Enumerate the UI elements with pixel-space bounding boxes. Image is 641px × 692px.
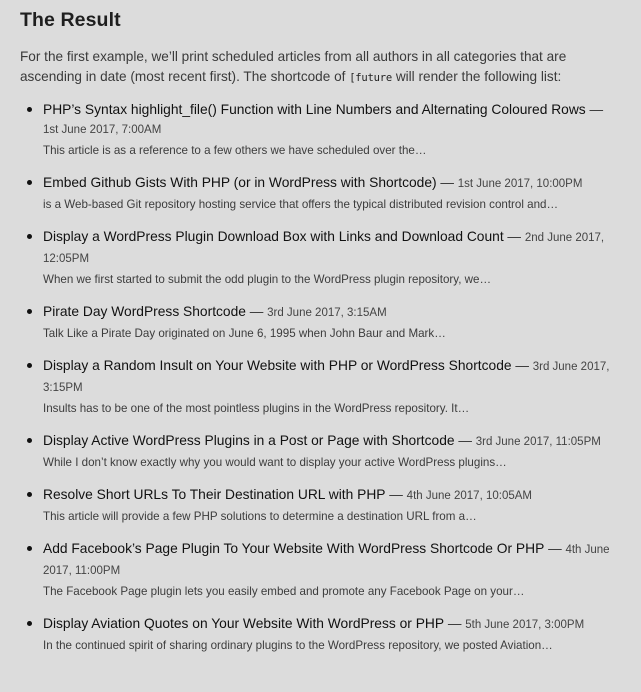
post-date: 4th June 2017, 10:05AM bbox=[406, 490, 532, 502]
post-excerpt: is a Web-based Git repository hosting service that offers the typical distributed revision control and… bbox=[43, 198, 559, 211]
title-date-separator: — bbox=[436, 175, 458, 190]
bullet-icon bbox=[27, 621, 32, 626]
post-date: 1st June 2017, 7:00AM bbox=[43, 124, 162, 136]
post-date: 3rd June 2017, 3:15PM bbox=[43, 361, 610, 394]
bullet-icon bbox=[27, 492, 32, 497]
post-title-link[interactable]: Display Active WordPress Plugins in a Post or Page with Shortcode bbox=[43, 433, 455, 448]
post-heading bbox=[43, 614, 621, 635]
post-title-link[interactable]: Display Aviation Quotes on Your Website With WordPress or PHP bbox=[43, 616, 445, 631]
title-date-separator: — bbox=[245, 304, 268, 319]
post-excerpt: In the continued spirit of sharing ordinary plugins to the WordPress repository, we posted Aviation… bbox=[43, 639, 553, 652]
post-excerpt: While I don’t know exactly why you would want to display your active WordPress plugins… bbox=[43, 456, 507, 469]
post-excerpt: This article will provide a few PHP solutions to determine a destination URL from a… bbox=[43, 510, 477, 523]
post-date: 3rd June 2017, 3:15AM bbox=[267, 307, 387, 319]
post-heading bbox=[43, 227, 621, 269]
post-heading bbox=[43, 431, 621, 452]
bullet-icon bbox=[27, 107, 32, 112]
bullet-icon bbox=[27, 546, 32, 551]
post-heading bbox=[43, 485, 621, 506]
post-date: 5th June 2017, 3:00PM bbox=[465, 619, 585, 631]
post-title-link[interactable]: Add Facebook’s Page Plugin To Your Website With WordPress Shortcode Or PHP bbox=[43, 541, 545, 556]
post-date: 2nd June 2017, 12:05PM bbox=[43, 232, 605, 265]
intro-text: For the first example, we’ll print scheduled articles from all authors in all categories that are ascending in date (most recent first). The shortcode of bbox=[20, 49, 567, 84]
post-heading bbox=[43, 100, 621, 140]
title-date-separator: — bbox=[385, 487, 407, 502]
post-title-link[interactable]: Pirate Day WordPress Shortcode bbox=[43, 304, 246, 319]
post-heading bbox=[43, 539, 621, 581]
bullet-icon bbox=[27, 363, 32, 368]
post-excerpt: Talk Like a Pirate Day originated on June 6, 1995 when John Baur and Mark… bbox=[43, 327, 446, 340]
post-date: 4th June 2017, 11:00PM bbox=[43, 544, 610, 577]
title-date-separator: — bbox=[444, 616, 466, 631]
post-excerpt: Insults has to be one of the most pointless plugins in the WordPress repository. It… bbox=[43, 402, 470, 415]
post-heading bbox=[43, 356, 621, 398]
post-excerpt: When we first started to submit the odd plugin to the WordPress plugin repository, we… bbox=[43, 273, 492, 286]
list-item bbox=[20, 485, 621, 525]
post-heading bbox=[43, 302, 621, 323]
post-date: 3rd June 2017, 11:05PM bbox=[475, 436, 601, 448]
bullet-icon bbox=[27, 234, 32, 239]
bullet-icon bbox=[27, 438, 32, 443]
post-heading bbox=[43, 173, 621, 194]
title-date-separator: — bbox=[544, 541, 566, 556]
list-item bbox=[20, 539, 621, 600]
title-date-separator: — bbox=[454, 433, 476, 448]
post-title-link[interactable]: Display a Random Insult on Your Website with PHP or WordPress Shortcode bbox=[43, 358, 512, 373]
list-item bbox=[20, 100, 621, 159]
post-excerpt: The Facebook Page plugin lets you easily embed and promote any Facebook Page on your… bbox=[43, 585, 525, 598]
post-title-link[interactable]: PHP’s Syntax highlight_file() Function with Line Numbers and Alternating Coloured Rows bbox=[43, 102, 586, 117]
scheduled-posts-list bbox=[20, 100, 621, 654]
list-item bbox=[20, 173, 621, 213]
list-item bbox=[20, 431, 621, 471]
list-item bbox=[20, 356, 621, 417]
list-item bbox=[20, 227, 621, 288]
title-date-separator: — bbox=[585, 102, 604, 117]
bullet-icon bbox=[27, 309, 32, 314]
post-title-link[interactable]: Resolve Short URLs To Their Destination URL with PHP bbox=[43, 487, 386, 502]
post-title-link[interactable]: Display a WordPress Plugin Download Box with Links and Download Count bbox=[43, 229, 504, 244]
post-title-link[interactable]: Embed Github Gists With PHP (or in WordPress with Shortcode) bbox=[43, 175, 437, 190]
section-title: The Result bbox=[20, 9, 121, 31]
title-date-separator: — bbox=[511, 358, 533, 373]
bullet-icon bbox=[27, 180, 32, 185]
post-date: 1st June 2017, 10:00PM bbox=[457, 178, 583, 190]
list-item bbox=[20, 302, 621, 342]
title-date-separator: — bbox=[503, 229, 525, 244]
list-item bbox=[20, 614, 621, 654]
post-excerpt: This article is as a reference to a few others we have scheduled over the… bbox=[43, 144, 427, 157]
shortcode-inline: [future bbox=[349, 72, 393, 84]
intro-text-end: will render the following list: bbox=[392, 69, 562, 84]
intro-paragraph bbox=[20, 47, 621, 88]
